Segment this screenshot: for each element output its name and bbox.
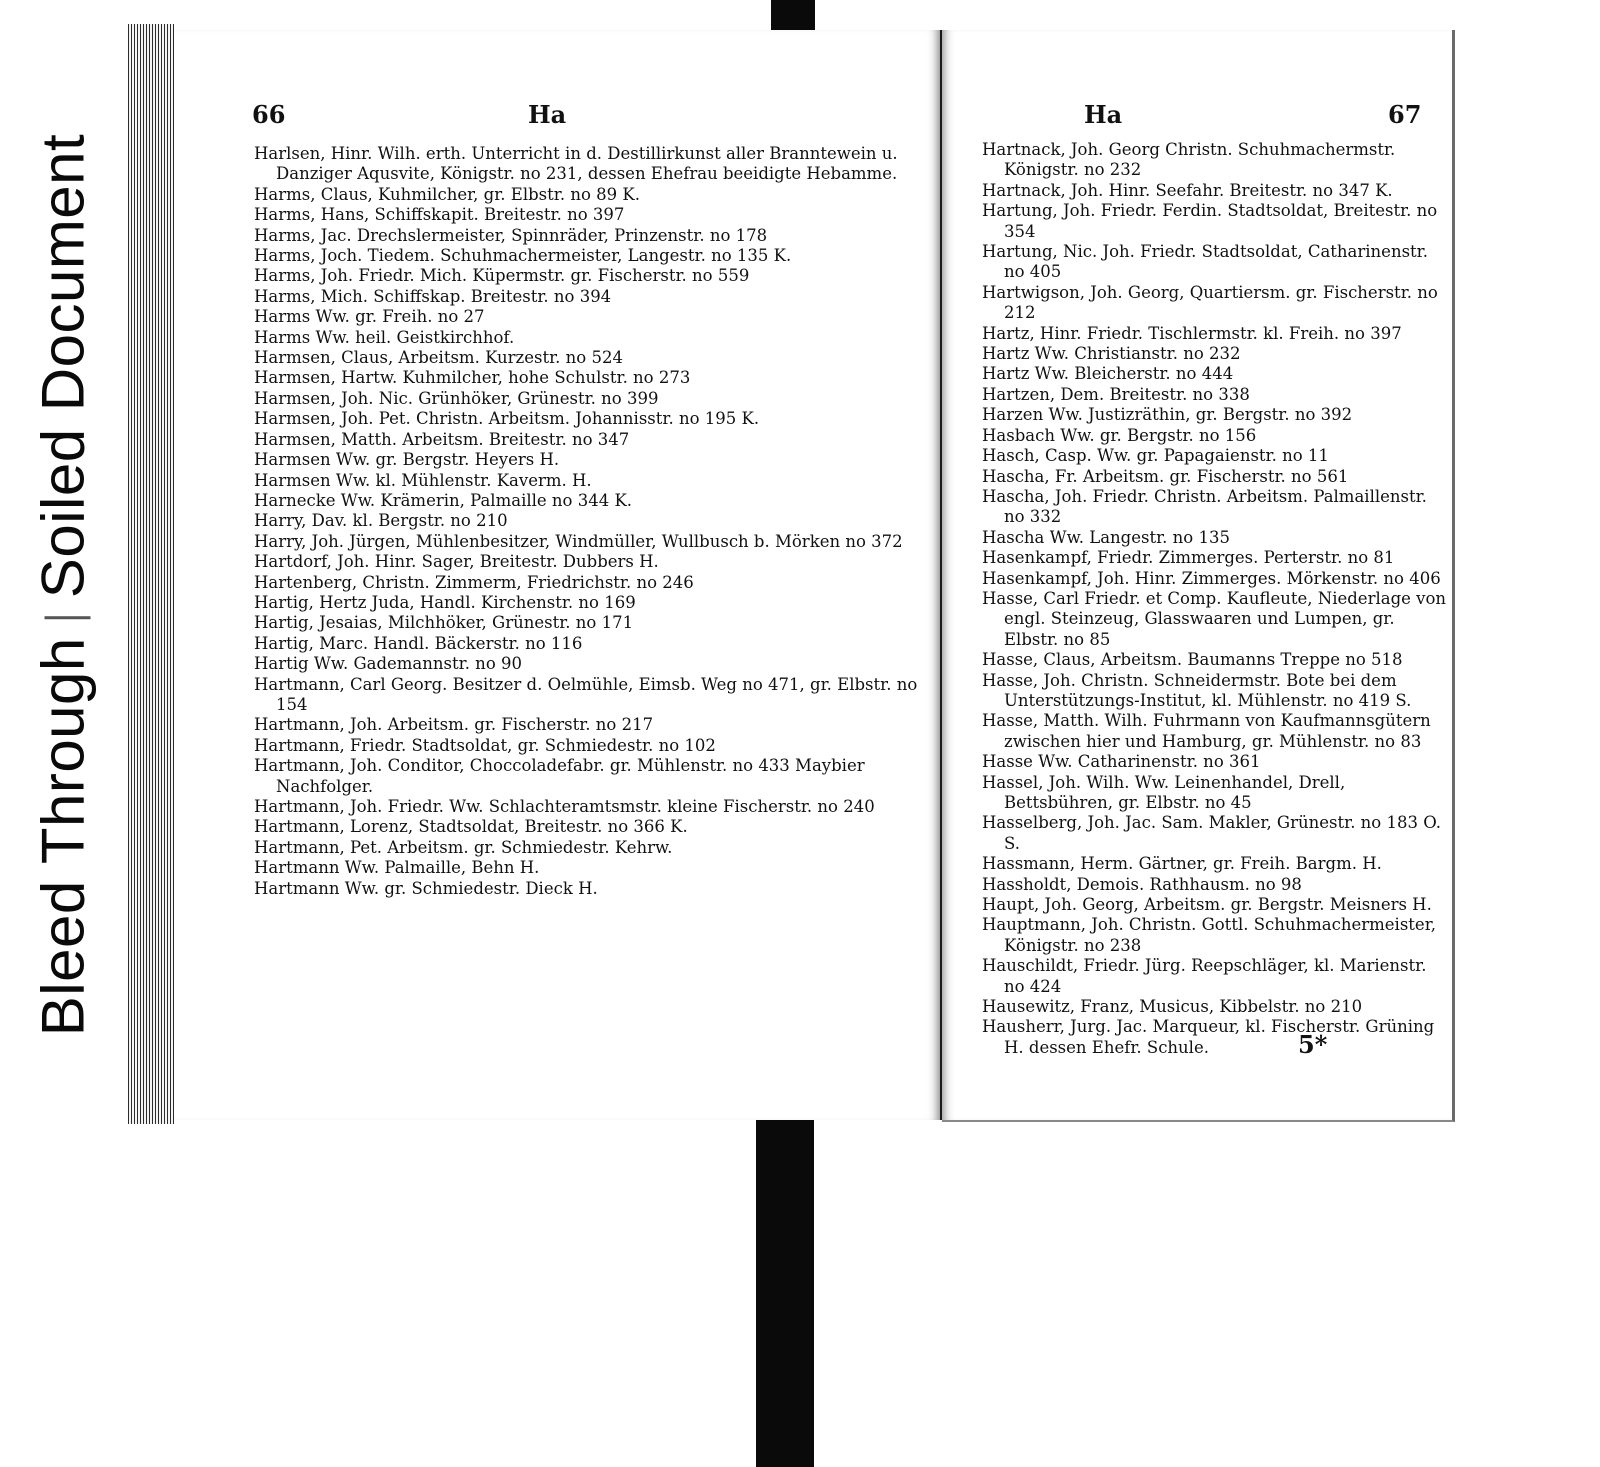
directory-entry: Hassmann, Herm. Gärtner, gr. Freih. Bargm. H.: [982, 854, 1382, 874]
directory-entry: Hartmann, Lorenz, Stadtsoldat, Breitestr. no 366 K.: [254, 817, 688, 837]
directory-entry: Harms Ww. heil. Geistkirchhof.: [254, 327, 515, 347]
directory-entry: Hartig, Hertz Juda, Handl. Kirchenstr. no 169: [254, 592, 636, 612]
directory-entry: Hartig, Jesaias, Milchhöker, Grünestr. no 171: [254, 613, 634, 633]
directory-entry: Hartdorf, Joh. Hinr. Sager, Breitestr. Dubbers H.: [254, 552, 659, 572]
directory-entry: Hartnack, Joh. Georg Christn. Schuhmachermstr. Königstr. no 232: [982, 140, 1396, 180]
directory-entry: Hasse, Joh. Christn. Schneidermstr. Bote bei dem Unterstützungs-Institut, kl. Mühlenstr. no 419 S.: [982, 670, 1412, 710]
directory-entry: Hartwigson, Joh. Georg, Quartiersm. gr. Fischerstr. no 212: [982, 282, 1438, 323]
directory-entry: Hartung, Nic. Joh. Friedr. Stadtsoldat, Catharinenstr. no 405: [982, 242, 1428, 282]
directory-entry: Harms, Hans, Schiffskapit. Breitestr. no 397: [254, 205, 625, 225]
directory-entry: Harmsen, Joh. Nic. Grünhöker, Grünestr. no 399: [254, 388, 659, 408]
directory-entry: Harmsen, Claus, Arbeitsm. Kurzestr. no 524: [254, 348, 623, 368]
directory-entry: Hasbach Ww. gr. Bergstr. no 156: [982, 425, 1257, 445]
directory-entry: Harms, Joh. Friedr. Mich. Küpermstr. gr. Fischerstr. no 559: [254, 266, 750, 286]
directory-entry: Hartz Ww. Bleicherstr. no 444: [982, 364, 1234, 384]
page-number-right: 67: [1388, 100, 1422, 129]
directory-entry: Hascha Ww. Langestr. no 135: [982, 527, 1230, 547]
directory-entry: Harry, Dav. kl. Bergstr. no 210: [254, 511, 508, 531]
directory-entry: Hasse Ww. Catharinenstr. no 361: [982, 752, 1261, 772]
directory-entry: Hasse, Claus, Arbeitsm. Baumanns Treppe no 518: [982, 650, 1403, 670]
directory-entry: Harms, Joch. Tiedem. Schuhmachermeister, Langestr. no 135 K.: [254, 246, 792, 266]
directory-entry: Harmsen Ww. gr. Bergstr. Heyers H.: [254, 450, 560, 470]
directory-entry: Hartnack, Joh. Hinr. Seefahr. Breitestr. no 347 K.: [982, 180, 1393, 200]
directory-entry: Harlsen, Hinr. Wilh. erth. Unterricht in d. Destillirkunst aller Branntewein u. Danziger Aqusvite, Königstr. no 231, dessen Ehefrau beeidigte Hebamme.: [254, 144, 898, 184]
section-header-left: Ha: [528, 100, 567, 129]
directory-entry: Hasse, Carl Friedr. et Comp. Kaufleute, Niederlage von engl. Steinzeug, Glasswaaren und Lumpen, gr. Elbstr. no 85: [982, 588, 1447, 649]
directory-entry: Hartmann, Joh. Friedr. Ww. Schlachteramtsmstr. kleine Fischerstr. no 240: [254, 797, 875, 816]
directory-entry: Hasenkampf, Joh. Hinr. Zimmerges. Mörkenstr. no 406: [982, 568, 1441, 588]
directory-entry: Hartz Ww. Christianstr. no 232: [982, 344, 1241, 364]
directory-entry: Harmsen, Matth. Arbeitsm. Breitestr. no 347: [254, 429, 630, 449]
directory-entry: Hartig Ww. Gademannstr. no 90: [254, 654, 522, 674]
entry-list-right: [982, 140, 1447, 1058]
directory-entry: Hartmann, Pet. Arbeitsm. gr. Schmiedestr. Kehrw.: [254, 837, 673, 857]
directory-entry: Hasse, Matth. Wilh. Fuhrmann von Kaufmannsgütern zwischen hier und Hamburg, gr. Mühlenstr. no 83: [982, 711, 1431, 751]
directory-entry: Hausherr, Jurg. Jac. Marqueur, kl. Fischerstr. Grüning H. dessen Ehefr. Schule.: [982, 1017, 1435, 1057]
directory-entry: Hascha, Joh. Friedr. Christn. Arbeitsm. Palmaillenstr. no 332: [982, 486, 1427, 527]
directory-entry: Hassholdt, Demois. Rathhausm. no 98: [982, 874, 1302, 894]
directory-entry: Hartmann, Carl Georg. Besitzer d. Oelmühle, Eimsb. Weg no 471, gr. Elbstr. no 154: [254, 674, 918, 714]
directory-entry: Harmsen, Hartw. Kuhmilcher, hohe Schulstr. no 273: [254, 368, 691, 388]
directory-entry: Hartzen, Dem. Breitestr. no 338: [982, 384, 1250, 404]
directory-entry: Hartmann, Friedr. Stadtsoldat, gr. Schmiedestr. no 102: [254, 735, 716, 755]
banner-part-2: Soiled Document: [29, 133, 97, 599]
open-book: [128, 24, 1458, 1129]
directory-entry: Harms Ww. gr. Freih. no 27: [254, 307, 485, 327]
directory-entry: Harms, Mich. Schiffskap. Breitestr. no 394: [254, 286, 612, 306]
directory-entry: Harms, Claus, Kuhmilcher, gr. Elbstr. no 89 K.: [254, 184, 640, 204]
right-page: [942, 30, 1455, 1122]
signature-mark: 5*: [1298, 1030, 1328, 1059]
left-page: [174, 30, 942, 1120]
banner-part-1: Bleed Through: [29, 637, 97, 1037]
directory-entry: Hartmann, Joh. Conditor, Choccoladefabr. gr. Mühlenstr. no 433 Maybier Nachfolger.: [254, 756, 865, 796]
directory-entry: Haupt, Joh. Georg, Arbeitsm. gr. Bergstr. Meisners H.: [982, 895, 1432, 915]
directory-entry: Hartmann, Joh. Arbeitsm. gr. Fischerstr. no 217: [254, 715, 654, 735]
directory-entry: Hauschildt, Friedr. Jürg. Reepschläger, kl. Marienstr. no 424: [982, 956, 1427, 996]
directory-entry: Hartenberg, Christn. Zimmerm, Friedrichstr. no 246: [254, 572, 694, 592]
directory-entry: Hasenkampf, Friedr. Zimmerges. Perterstr. no 81: [982, 548, 1395, 568]
directory-entry: Harzen Ww. Justizräthin, gr. Bergstr. no 392: [982, 405, 1353, 425]
directory-entry: Harnecke Ww. Krämerin, Palmaille no 344 K.: [254, 490, 633, 510]
directory-entry: Hartig, Marc. Handl. Bäckerstr. no 116: [254, 633, 583, 653]
directory-entry: Harry, Joh. Jürgen, Mühlenbesitzer, Windmüller, Wullbusch b. Mörken no 372: [254, 531, 903, 551]
directory-entry: Harmsen Ww. kl. Mühlenstr. Kaverm. H.: [254, 470, 592, 490]
directory-entry: Hasch, Casp. Ww. gr. Papagaienstr. no 11: [982, 446, 1329, 466]
banner-separator: [45, 616, 91, 619]
section-header-right: Ha: [1084, 100, 1123, 129]
page-number-left: 66: [252, 100, 286, 129]
directory-entry: Hassel, Joh. Wilh. Ww. Leinenhandel, Drell, Bettsbühren, gr. Elbstr. no 45: [982, 772, 1346, 812]
directory-entry: Hartmann Ww. Palmaille, Behn H.: [254, 858, 540, 878]
directory-entry: Harmsen, Joh. Pet. Christn. Arbeitsm. Johannisstr. no 195 K.: [254, 409, 760, 429]
bottom-clip-marker: [756, 1120, 814, 1467]
directory-entry: Hartmann Ww. gr. Schmiedestr. Dieck H.: [254, 878, 598, 898]
page-edges: [128, 24, 174, 1124]
banner: [8, 60, 118, 1110]
directory-entry: Hauptmann, Joh. Christn. Gottl. Schuhmachermeister, Königstr. no 238: [982, 915, 1437, 955]
directory-entry: Harms, Jac. Drechslermeister, Spinnräder, Prinzenstr. no 178: [254, 225, 768, 245]
directory-entry: Hasselberg, Joh. Jac. Sam. Makler, Grünestr. no 183 O. S.: [982, 813, 1442, 853]
directory-entry: Hartung, Joh. Friedr. Ferdin. Stadtsoldat, Breitestr. no 354: [982, 201, 1438, 241]
banner-label: [29, 134, 98, 1036]
directory-entry: Hausewitz, Franz, Musicus, Kibbelstr. no 210: [982, 997, 1363, 1017]
entry-list-left: [254, 144, 934, 899]
directory-entry: Hascha, Fr. Arbeitsm. gr. Fischerstr. no 561: [982, 466, 1349, 486]
directory-entry: Hartz, Hinr. Friedr. Tischlermstr. kl. Freih. no 397: [982, 323, 1402, 343]
